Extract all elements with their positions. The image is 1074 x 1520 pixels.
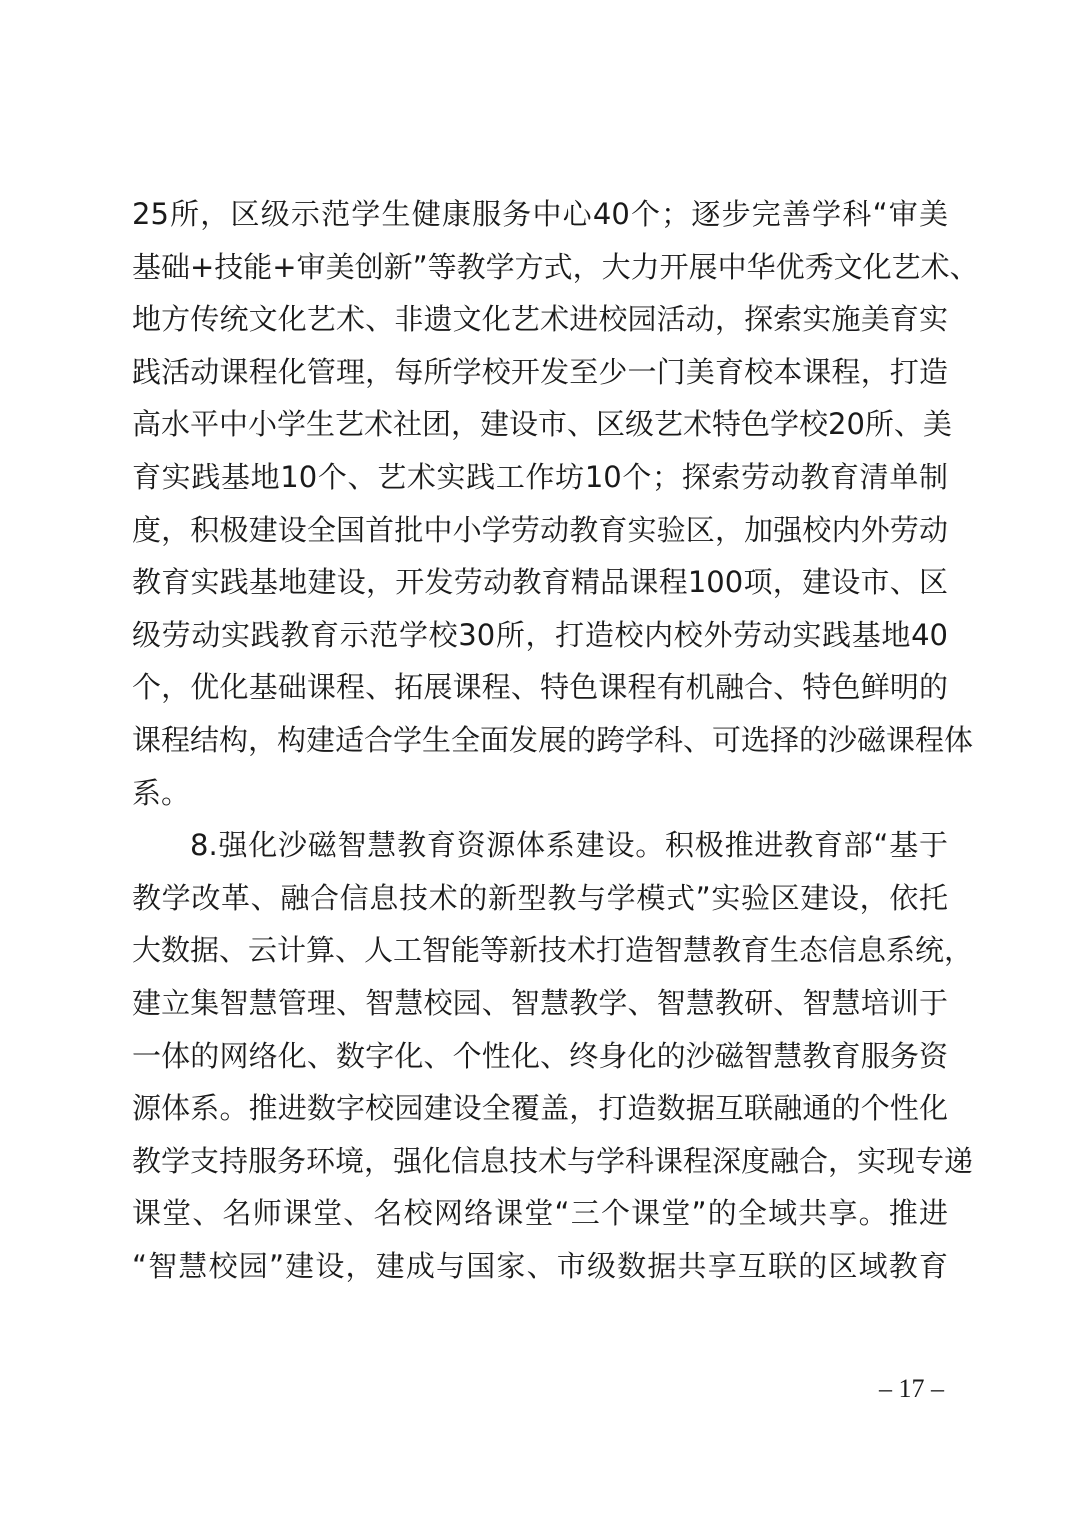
text-line: 级劳动实践教育示范学校30所，打造校内校外劳动实践基地40 <box>132 617 948 652</box>
text-line: 系。 <box>132 775 191 810</box>
text-line: 育实践基地10个、艺术实践工作坊10个；探索劳动教育清单制 <box>132 459 948 494</box>
text-line: 源体系。推进数字校园建设全覆盖，打造数据互联融通的个性化 <box>132 1091 948 1126</box>
text-line: 践活动课程化管理，每所学校开发至少一门美育校本课程，打造 <box>132 354 948 389</box>
section-heading-line: 8.强化沙磁智慧教育资源体系建设。积极推进教育部“基于 <box>190 828 948 863</box>
text-line: 教学支持服务环境，强化信息技术与学科课程深度融合，实现专递 <box>132 1143 974 1178</box>
body-text <box>132 188 979 1292</box>
text-line: 地方传统文化艺术、非遗文化艺术进校园活动，探索实施美育实 <box>132 302 948 337</box>
text-line: 基础+技能+审美创新”等教学方式，大力开展中华优秀文化艺术、 <box>132 249 979 284</box>
text-line: 教育实践基地建设，开发劳动教育精品课程100项，建设市、区 <box>132 565 948 600</box>
text-line: 建立集智慧管理、智慧校园、智慧教学、智慧教研、智慧培训于 <box>132 985 948 1020</box>
page-number: – 17 – <box>879 1374 944 1403</box>
text-line: 大数据、云计算、人工智能等新技术打造智慧教育生态信息系统， <box>132 933 974 968</box>
text-line: “智慧校园”建设，建成与国家、市级数据共享互联的区域教育 <box>132 1248 948 1283</box>
text-line: 课堂、名师课堂、名校网络课堂“三个课堂”的全域共享。推进 <box>132 1196 948 1231</box>
text-line: 个，优化基础课程、拓展课程、特色课程有机融合、特色鲜明的 <box>132 670 948 705</box>
text-line: 度，积极建设全国首批中小学劳动教育实验区，加强校内外劳动 <box>132 512 948 547</box>
text-line: 教学改革、融合信息技术的新型教与学模式”实验区建设，依托 <box>132 880 948 915</box>
text-line: 一体的网络化、数字化、个性化、终身化的沙磁智慧教育服务资 <box>132 1038 948 1073</box>
text-line: 25所，区级示范学生健康服务中心40个；逐步完善学科“审美 <box>132 197 948 231</box>
text-line: 课程结构，构建适合学生全面发展的跨学科、可选择的沙磁课程体 <box>132 722 974 757</box>
text-line: 高水平中小学生艺术社团，建设市、区级艺术特色学校20所、美 <box>132 407 952 442</box>
